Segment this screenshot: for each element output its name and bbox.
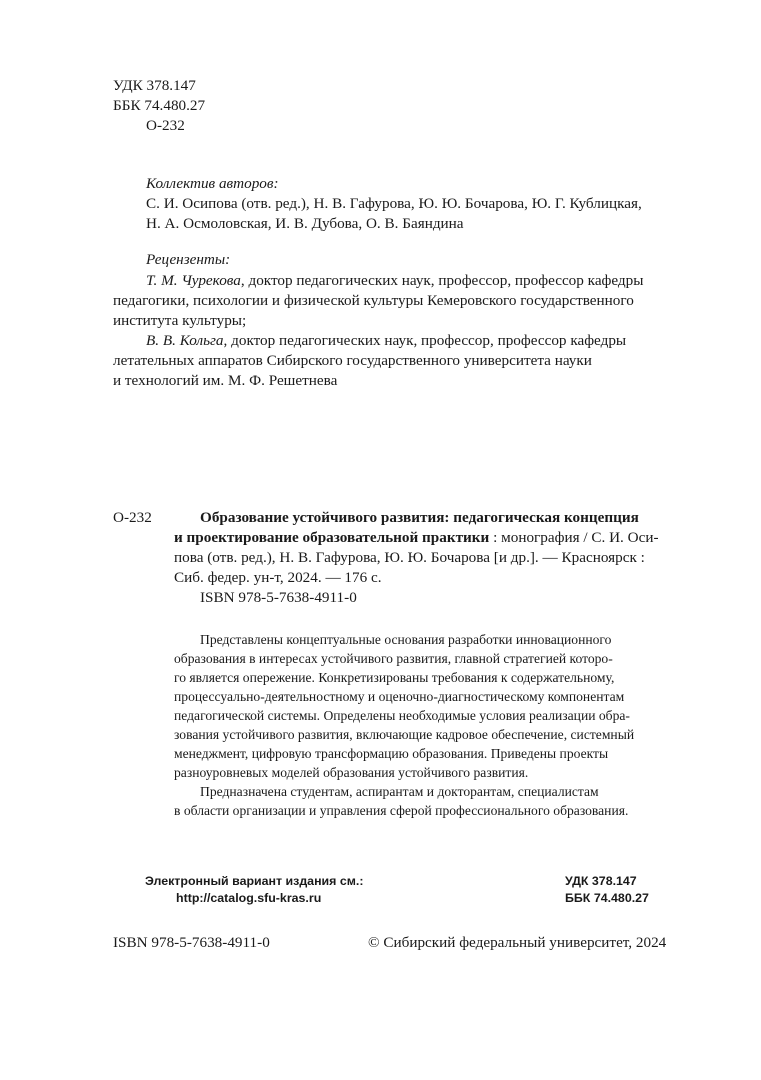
annotation-p2-line-1: Предназначена студентам, аспирантам и докторантам, специалистам	[200, 784, 599, 799]
footer-copyright: © Сибирский федеральный университет, 2024	[368, 934, 667, 951]
bbk-code: ББК 74.480.27	[113, 97, 206, 114]
reviewer-1-line-1	[146, 271, 643, 291]
annotation-p1-line-7: менеджмент, цифровую трансформацию образования. Приведены проекты	[174, 746, 609, 761]
catalog-title-line-2	[174, 528, 659, 548]
catalog-isbn: ISBN 978-5-7638-4911-0	[200, 589, 357, 606]
annotation-p1-line-2: образования в интересах устойчивого развития, главной стратегией которо-	[174, 651, 613, 666]
udk-code: УДК 378.147	[113, 77, 196, 94]
annotation-p1-line-5: педагогической системы. Определены необходимые условия реализации обра-	[174, 708, 630, 723]
reviewer-2-line-1	[146, 331, 626, 351]
catalog-line-4: Сиб. федер. ун-т, 2024. — 176 с.	[174, 569, 382, 586]
reviewer-1-name: Т. М. Чурекова	[146, 272, 241, 289]
reviewer-1-line-3: института культуры;	[113, 312, 247, 329]
footer-udk: УДК 378.147	[565, 874, 637, 888]
footer-isbn: ISBN 978-5-7638-4911-0	[113, 934, 270, 951]
annotation-p1-line-6: зования устойчивого развития, включающие кадровое обеспечение, системный	[174, 727, 635, 742]
catalog-line-3: пова (отв. ред.), Н. В. Гафурова, Ю. Ю. Бочарова [и др.]. — Красноярск :	[174, 549, 645, 566]
annotation-p1-line-3: го является опережение. Конкретизированы требования к содержательному,	[174, 670, 615, 685]
catalog-title-rest: : монография / С. И. Оси-	[489, 529, 659, 546]
reviewer-2-line-2: летательных аппаратов Сибирского государственного университета науки	[113, 352, 592, 369]
annotation-p2-line-2: в области организации и управления сферой профессионального образования.	[174, 803, 629, 818]
annotation-p1-line-8: разноуровневых моделей образования устойчивого развития.	[174, 765, 529, 780]
reviewer-2-credentials: , доктор педагогических наук, профессор, профессор кафедры	[223, 332, 627, 349]
reviewer-1-line-2: педагогики, психологии и физической культуры Кемеровского государственного	[113, 292, 634, 309]
reviewer-1-credentials: , доктор педагогических наук, профессор, профессор кафедры	[240, 272, 644, 289]
annotation-p1-line-1: Представлены концептуальные основания разработки инновационного	[200, 632, 612, 647]
electronic-version-label: Электронный вариант издания см.:	[145, 874, 364, 888]
authors-line-1: С. И. Осипова (отв. ред.), Н. В. Гафурова, Ю. Ю. Бочарова, Ю. Г. Кублицкая,	[146, 195, 642, 212]
electronic-version-url[interactable]: http://catalog.sfu-kras.ru	[176, 891, 322, 905]
annotation-p1-line-4: процессуально-деятельностному и оценочно-диагностическому компонентам	[174, 689, 625, 704]
catalog-mark: О-232	[113, 509, 152, 526]
authors-line-2: Н. А. Осмоловская, И. В. Дубова, О. В. Баяндина	[146, 215, 464, 232]
author-mark: О-232	[146, 117, 185, 134]
reviewers-heading: Рецензенты:	[146, 251, 231, 268]
authors-heading: Коллектив авторов:	[146, 175, 279, 192]
catalog-title-bold-part: и проектирование образовательной практики	[174, 529, 490, 546]
reviewer-2-line-3: и технологий им. М. Ф. Решетнева	[113, 372, 338, 389]
catalog-title-line-1: Образование устойчивого развития: педагогическая концепция	[200, 509, 639, 526]
footer-bbk: ББК 74.480.27	[565, 891, 649, 905]
reviewer-2-name: В. В. Кольга	[146, 332, 224, 349]
